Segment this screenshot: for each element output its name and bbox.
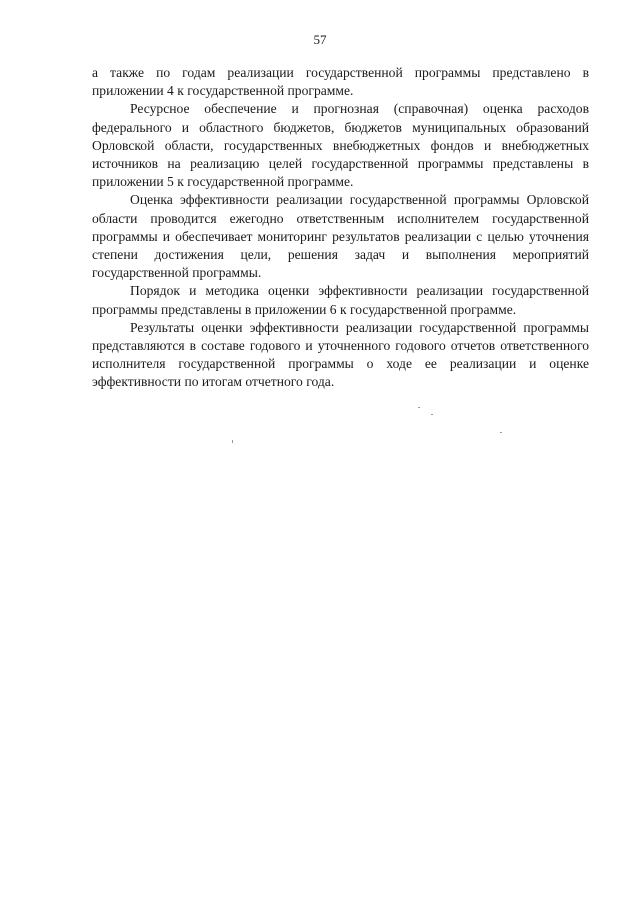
paragraph: Оценка эффективности реализации государственной программы Орловской области проводится ежегодно ответственным исполнителем государственной программы и обеспечивает мониторинг результатов реализации с целью уточнения степени достижения цели, решения задач и выполнения мероприятий государственной программы.: [92, 192, 589, 281]
scan-speck: [232, 440, 233, 443]
paragraph: Ресурсное обеспечение и прогнозная (справочная) оценка расходов федерального и областного бюджетов, бюджетов муниципальных образований Орловской области, государственных внебюджетных фондов и внебюджетных источников на реализацию целей государственной программы представлены в приложении 5 к государственной программе.: [92, 101, 589, 190]
page-number: 57: [313, 32, 327, 47]
body-text: [92, 64, 589, 392]
paragraph: Порядок и методика оценки эффективности реализации государственной программы представлены в приложении 6 к государственной программе.: [92, 283, 589, 317]
scan-speck: [500, 432, 502, 433]
scan-speck: [431, 414, 433, 415]
paragraph: а также по годам реализации государственной программы представлено в приложении 4 к государственной программе.: [92, 65, 589, 99]
paragraph: Результаты оценки эффективности реализации государственной программы представляются в составе годового и уточненного годового отчетов ответственного исполнителя государственной программы о ходе ее реализации и оценке эффективности по итогам отчетного года.: [92, 319, 589, 390]
scan-speck: [418, 407, 420, 408]
